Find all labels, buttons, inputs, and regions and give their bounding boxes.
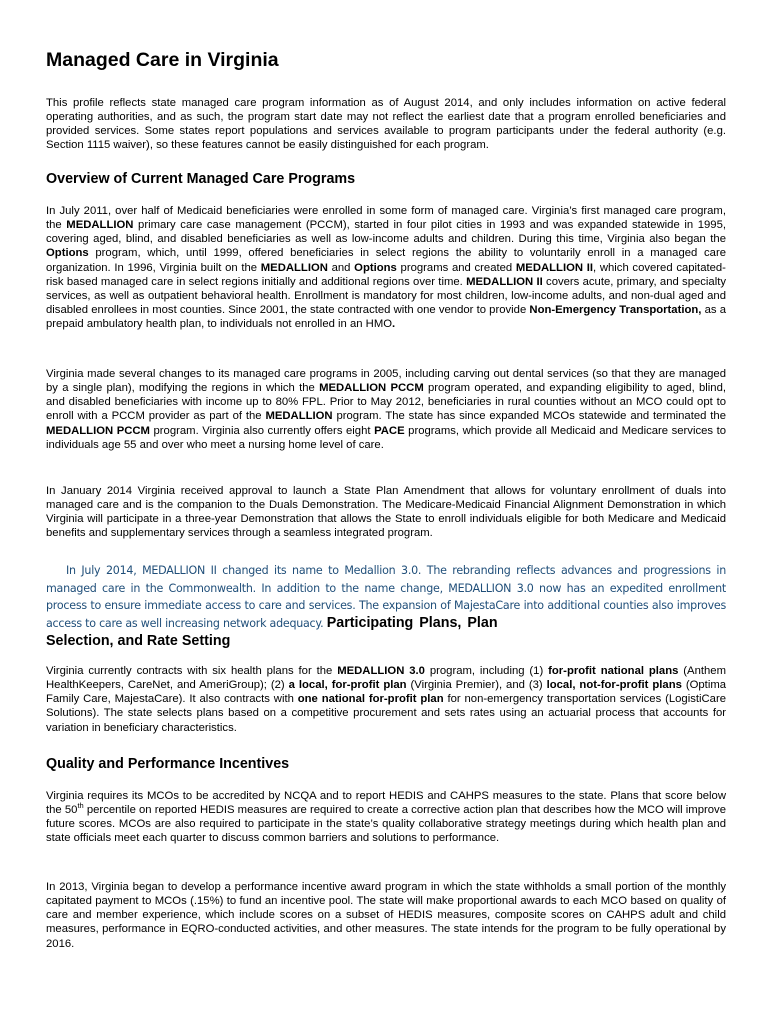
page-title: Managed Care in Virginia <box>46 49 279 71</box>
plans-heading-part1: Participating Plans, Plan <box>326 614 498 631</box>
program-name: Options <box>354 261 397 274</box>
program-name: MEDALLION <box>265 410 333 423</box>
text-run: Virginia requires its MCOs to be accredited by NCQA and to report HEDIS and CAHPS measures to the state. Plans that score below the 50 <box>46 790 726 817</box>
program-name: MEDALLION PCCM <box>46 424 150 437</box>
quality-section <box>46 755 726 773</box>
quality-paragraph-1 <box>46 789 726 846</box>
text-run: (Anthem HealthKeepers, CareNet, and AmeriGroup); (2) <box>46 665 726 692</box>
text-run: and <box>327 261 355 274</box>
text-run: for non-emergency transportation services (LogistiCare Solutions). The state selects plans based on a competitive procurement and sets rates using an actuarial process that accounts for variation in beneficiary characteristics. <box>46 693 726 734</box>
overview-paragraph-2 <box>46 367 726 452</box>
overview-section <box>46 170 726 188</box>
plan-type: one national for-profit plan <box>297 693 444 706</box>
text-run: program. Virginia also currently offers eight <box>149 424 375 437</box>
plan-type: local, not-for-profit plans <box>546 679 682 692</box>
plans-heading-part2: Selection, and Rate Setting <box>46 633 231 650</box>
plan-type: a local, for-profit plan <box>288 679 407 692</box>
text-run: as a prepaid ambulatory health plan, to individuals not enrolled in an HMO <box>46 304 726 331</box>
text-run: percentile on reported HEDIS measures are required to create a corrective action plan that describes how the MCO will improve future scores. MCOs are also required to participate in the state’s quality collaborative strategy meetings during which health plan and state officials meet each quarter to discuss common barriers and solutions to performance. <box>46 804 726 845</box>
superscript: th <box>77 801 84 811</box>
text-run: In July 2011, over half of Medicaid beneficiaries were enrolled in some form of managed care. Virginia’s first managed care program, the <box>46 205 726 232</box>
overview-paragraph-3: In January 2014 Virginia received approval to launch a State Plan Amendment that allows for voluntary enrollment of duals into managed care and is the companion to the Duals Demonstration. The Medicare-Medicaid Financial Alignment Demonstration in which Virginia will participate in a three-year Demonstration that allows the State to enroll individuals eligible for both Medicare and Medicaid benefits and supplementary services through a seamless integrated program. <box>46 485 726 540</box>
overview-paragraph-4-inserted <box>46 562 726 650</box>
program-name: MEDALLION PCCM <box>319 382 424 395</box>
text-run: (Virginia Premier), and (3) <box>406 679 547 692</box>
program-name: Non-Emergency Transportation, <box>529 304 702 317</box>
overview-paragraph-1 <box>46 204 726 331</box>
text-run: program. The state has since expanded MCOs statewide and terminated the <box>332 410 726 423</box>
text-run: program operated, and expanding eligibility to aged, blind, and disabled beneficiaries with income up to 80% FPL. Prior to May 2012, beneficiaries in rural counties without an MCO could opt to enroll with a PCCM provider as part of the <box>46 382 726 423</box>
inserted-text: In July 2014, MEDALLION II changed its name to Medallion 3.0. The rebranding reflects advances and progressions in managed care in the Commonwealth. In addition to the name change, MEDALLION 3.0 now has an expedited enrollment process to ensure immediate access to care and services. The expansion of MajestaCare into additional counties also improves access to care as well increasing network adequacy. <box>46 564 726 630</box>
intro-section <box>46 96 726 153</box>
overview-heading: Overview of Current Managed Care Programs <box>46 171 356 187</box>
text-run: program, which, until 1999, offered beneficiaries in select regions the ability to voluntarily enroll in a managed care organization. In 1996, Virginia built on the <box>46 247 726 274</box>
text-run: program, including (1) <box>424 665 549 677</box>
program-name: MEDALLION 3.0 <box>337 665 425 677</box>
quality-paragraph-2: In 2013, Virginia began to develop a performance incentive award program in which the state withholds a small portion of the monthly capitated payment to MCOs (.15%) to fund an incentive pool. The state will make proportional awards to each MCO based on quality of care and member experience, which include scores on a subset of HEDIS measures, composite scores on CAHPS adult and child measures, performance in EQRO-conducted activities, and other measures. The state intends for the program to be fully operational by 2016. <box>46 881 726 950</box>
program-name: Options <box>46 247 89 260</box>
text-run: programs and created <box>396 261 516 274</box>
plan-type: for-profit national plans <box>548 665 679 677</box>
program-name: PACE <box>374 424 405 437</box>
text-run: , which covered capitated-risk based managed care in select regions initially and additional regions over time. <box>46 261 726 288</box>
text-run: primary care case management (PCCM), started in four pilot cities in 1993 and was expanded statewide in 1995, covering aged, blind, and disabled beneficiaries as well as low-income adults and children. During this time, Virginia also began the <box>46 219 726 246</box>
program-name: MEDALLION II <box>515 261 594 274</box>
program-name: MEDALLION II <box>466 275 543 288</box>
intro-paragraph: This profile reflects state managed care program information as of August 2014, and only includes information on active federal operating authorities, and as such, the program start date may not reflect the earliest date that a program enrolled beneficiaries and provided services. Some states report populations and services available to program participants under the federal authority (e.g. Section 1115 waiver), so these features cannot be easily distinguished for each program. <box>46 97 726 152</box>
text-run: programs, which provide all Medicaid and Medicare services to individuals age 55 and over who meet a nursing home level of care. <box>46 424 726 451</box>
text-run: Virginia currently contracts with six health plans for the <box>46 665 338 677</box>
text-run: covers acute, primary, and specialty services, as well as outpatient behavioral health. Enrollment is mandatory for most children, low-income adults, and non-dual aged and disabled enrollees in most counties. Since 2001, the state contracted with one vendor to provide <box>46 275 726 317</box>
program-name: MEDALLION <box>260 261 328 274</box>
quality-heading: Quality and Performance Incentives <box>46 756 290 772</box>
plans-paragraph-1 <box>46 664 726 735</box>
text-run: (Optima Family Care, MajestaCare). It also contracts with <box>46 679 727 706</box>
text-run: Virginia made several changes to its managed care programs in 2005, including carving out dental services (so that they are managed by a single plan), modifying the regions in which the <box>46 368 726 395</box>
program-name: MEDALLION <box>66 219 134 232</box>
text-run: . <box>392 318 396 331</box>
